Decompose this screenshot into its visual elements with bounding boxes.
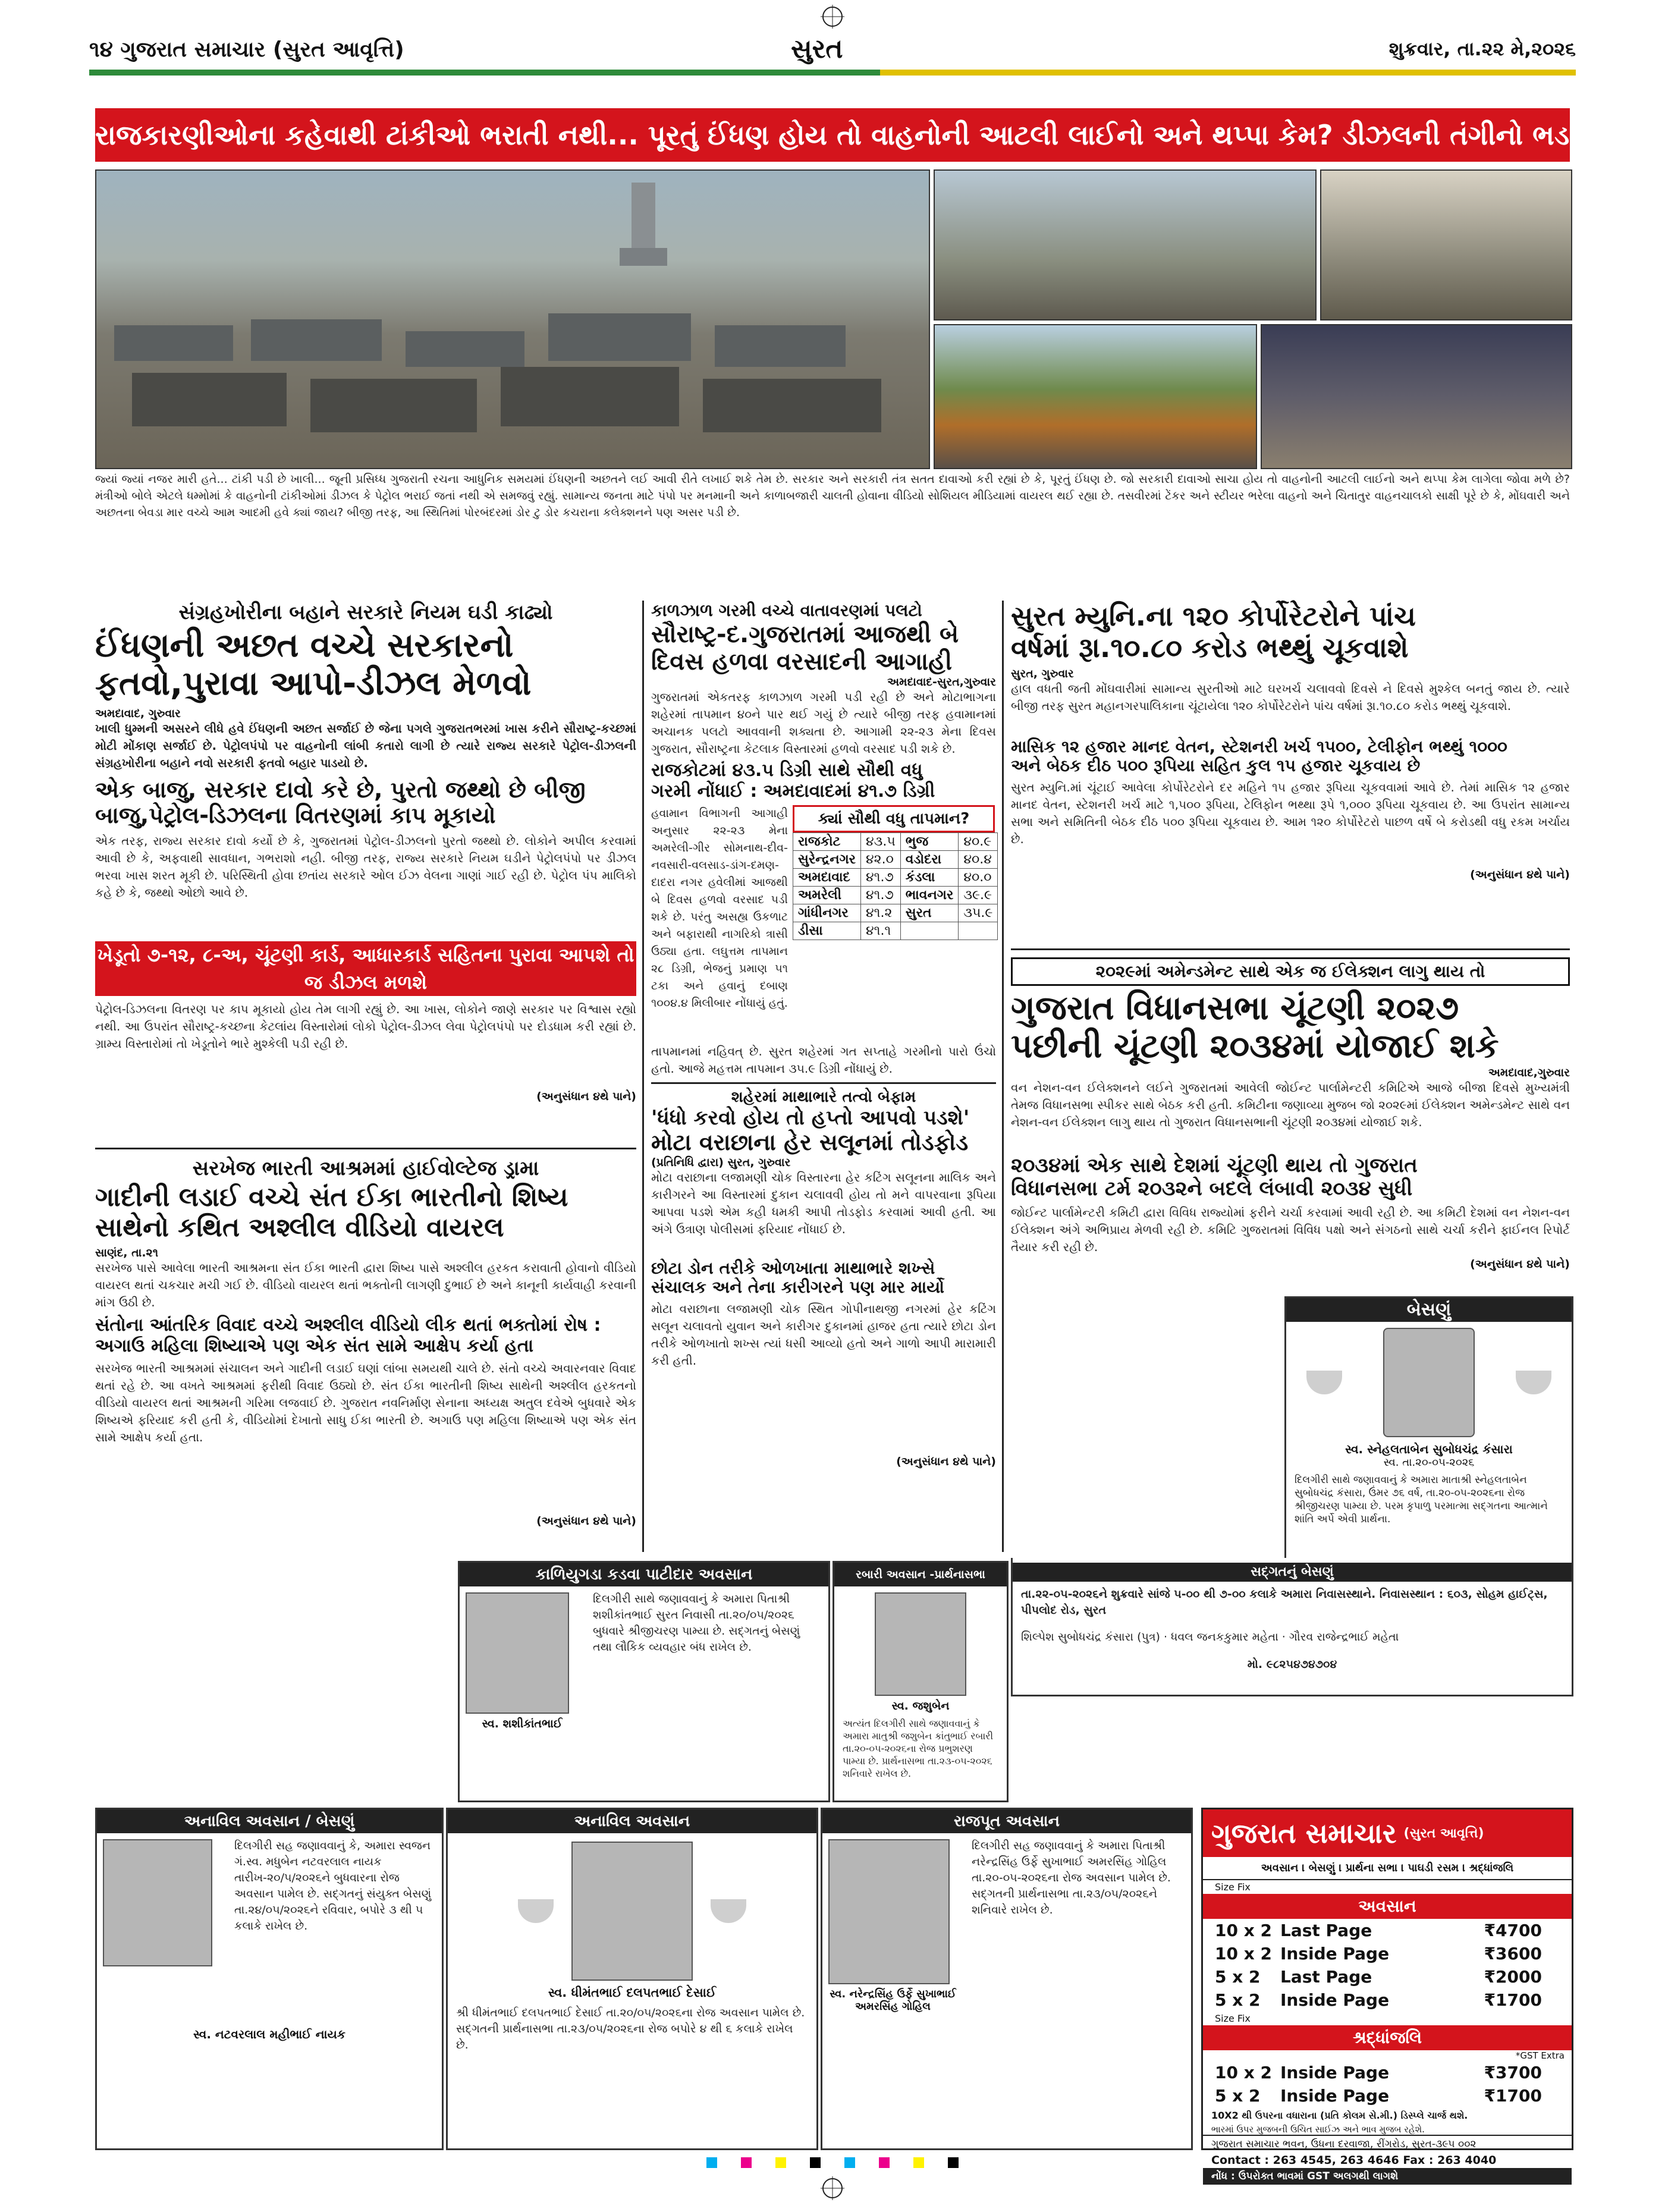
besnu-dates: સ્વ. તા.૨૦-૦૫-૨૦૨૬ (1383, 1456, 1475, 1469)
rate-page: Inside Page (1280, 1990, 1390, 2010)
swatch-cyan-2 (844, 2157, 855, 2168)
masthead (89, 33, 1576, 68)
temperature-value: ૪૦.૯ (959, 833, 998, 851)
obituary-5-text: દિલગીરી સહ જણાવવાનું કે અમારા પિતાશ્રી નરેન્દ્રસિંહ ઉર્ફે સુખાભાઈ અમરસિંહ ગોહિલ તા.૨૦-૦૫-૨૦૨૬ના રોજ અવસાન પામેલ છે. સદ્‌ગતની પ્રાર્થનાસભા તા.૨૩/૦૫/૨૦૨૬ને શનિવારે રાખેલ છે. (971, 1839, 1171, 1916)
temperature-value: ૪૦.૪ (959, 851, 998, 869)
col1-subhead-2: બાજુ,પેટ્રોલ-ડિઝલના વિતરણમાં કાપ મૂકાયો (95, 802, 496, 829)
obituary-4-name: સ્વ. ધીમંતભાઈ દલપતભાઈ દેસાઈ (548, 1985, 717, 2000)
rate-page: Inside Page (1280, 1944, 1390, 1963)
besnu-portrait (1383, 1328, 1475, 1437)
rate-card-title: ગુજરાત સમાચાર (1203, 1809, 1397, 1857)
swatch-cyan (706, 2157, 717, 2168)
obituary-3-portrait (103, 1839, 212, 1966)
diya-icon-2 (711, 1899, 746, 1923)
rate-row (1203, 1919, 1572, 1942)
lead-photo-queue-trucks (1320, 169, 1572, 321)
obituary-2-header: રબારી અવસાન -પ્રાર્થનાસભા (834, 1563, 1007, 1586)
obituary-3-name: સ્વ. નટવરલાલ મહીભાઈ નાયક (193, 2027, 346, 2041)
rate-price: ₹1700 (1484, 2086, 1542, 2106)
rate-card-edition: (સુરત આવૃત્તિ) (1403, 1825, 1484, 1841)
besnu-name: સ્વ. સ્નેહલતાબેન સુબોધચંદ્ર કંસારા (1345, 1442, 1513, 1456)
temperature-city: ગાંધીનગર (793, 904, 861, 922)
col2-subhead-2: ગરમી નોંધાઈ : અમદાવાદમાં ૪૧.૭ ડિગ્રી (651, 780, 935, 802)
rate-card-address: ગુજરાત સમાચાર ભવન, ઉધના દરવાજા, રીંગરોડ, સુરત-૩૯૫ ૦૦૨ (1203, 2135, 1572, 2153)
obituary-5-portrait (828, 1839, 950, 1984)
swatch-magenta (741, 2157, 752, 2168)
col1b-kicker: સરખેજ ભારતી આશ્રમમાં હાઈવોલ્ટેજ ડ્રામા (192, 1157, 539, 1180)
temperature-value: ૪૩.૫ (861, 833, 901, 851)
temperature-row (793, 922, 998, 940)
col1-lead: ખાલી ધુમ્મની અસરને લીધે હવે ઈંધણની અછત સર્જાઈ છે જેના પગલે ગુજરાતભરમાં ખાસ કરીને સૌરાષ્ટ્ર-કચ્છમાં મોટી મોંકાણ સર્જાઈ છે. પેટ્રોલપંપો પર વાહનોની લાંબી કતારો લાગી છે ત્યારે રાજ્ય સરકારે પેટ્રોલ-ડીઝલની સંગ્રહખોરીના બહાને નવો સરકારી ફતવો બહાર પાડયો છે. (95, 721, 636, 770)
obituary-5-header: રાજપૂત અવસાન (822, 1809, 1191, 1833)
col1b-subhead-2: અગાઉ મહિલા શિષ્યાએ પણ એક સંત સામે આક્ષેપ કર્યા હતા (95, 1335, 534, 1356)
obituary-1-portrait (466, 1592, 569, 1714)
obituary-1-header: કાળિયુગડા કડવા પાટીદાર અવસાન (460, 1563, 828, 1586)
col3b-body: વન નેશન-વન ઈલેક્શનને લઈને ગુજરાતમાં આવેલી જોઈન્ટ પાર્લામેન્ટરી કમિટિએ આજે બીજા દિવસે મુખ્યમંત્રી તેમજ વિધાનસભા સ્પીકર સાથે બેઠક કરી હતી. કમિટીના જણાવ્યા મુજબ જો ૨૦૨૯માં ઈલેક્શન અમેન્ડમેન્ટ સાથે વન નેશન-વન ઈલેક્શન લાગુ થાય તો ગુજરાત વિધાનસભાની ચૂંટણી ૨૦૩૪માં યોજાઈ શકે. (1011, 1080, 1570, 1129)
col2b-body-2: મોટા વરાછાના લજામણી ચોક સ્થિત ગોપીનાથજી નગરમાં હેર કટિંગ સલૂન ચલાવતો યુવાન અને કારીગર દુકાનમાં હાજર હતા ત્યારે છોટા ડોન તરીકે ઓળખાતો શખ્સ ત્યાં ધસી આવ્યો હતો અને ગાળો આપી મારામારી કરી હતી. (651, 1302, 996, 1368)
obituary-5-name: સ્વ. નરેન્દ્રસિંહ ઉર્ફે સુખાભાઈ અમરસિંહ ગોહિલ (830, 1988, 956, 2013)
rate-size: 10 x 2 (1215, 2063, 1273, 2082)
col1-continued: (અનુસંધાન ૪થે પાને) (536, 1090, 636, 1104)
col1-story (95, 601, 636, 1148)
rate-size: 5 x 2 (1215, 1990, 1261, 2010)
rate-row (1203, 1942, 1572, 1965)
obituary-4 (446, 1808, 818, 2150)
col1b-lead: સરખેજ પાસે આવેલા ભારતી આશ્રમના સંત ઈકા ભારતી દ્વારા શિષ્ય પાસે અશ્લીલ હરકત કરાવાતી હોવાનો વીડિયો વાયરલ થતાં ચકચાર મચી ગઈ છે. વીડિયો વાયરલ થતાં ભક્તોની લાગણી દુભાઈ છે અને કાનૂની કાર્યવાહી કરવાની માંગ ઉઠી છે. (95, 1261, 636, 1310)
diya-icon-1 (518, 1899, 554, 1923)
col1-red-callout: ખેડૂતો ૭-૧૨, ૮-અ, ચૂંટણી કાર્ડ, આધારકાર્ડ સહિતના પુરાવા આપશે તો જ ડીઝલ મળશે (95, 941, 636, 996)
temperature-city: સુરેન્દ્રનગર (793, 851, 861, 869)
col3-subhead-1: માસિક ૧૨ હજાર માનદ વેતન, સ્ટેશનરી ખર્ચ ૧૫૦૦, ટેલીફોન ભથ્થું ૧૦૦૦ (1011, 736, 1507, 756)
obituary-5 (821, 1808, 1193, 2150)
col2b-dateline: (પ્રતિનિધિ દ્વારા) સુરત, ગુરુવાર (651, 1155, 791, 1169)
banner-headline: રાજકારણીઓના કહેવાથી ટાંકીઓ ભરાતી નથી... પૂરતું ઈંધણ હોય તો વાહનોની આટલી લાઈનો અને થપ્પા કેમ? ડીઝલની તંગીનો ભડકો (95, 108, 1570, 162)
col2b-body: મોટા વરાછાના લજામણી ચોક વિસ્તારના હેર કટિંગ સલૂનના માલિક અને કારીગરને આ વિસ્તારમાં દુકાન ચલાવવી હોય તો મને વાપરવાના રૂપિયા આપવા પડશે એમ કહી ધમકી આપી તોડફોડ કરવામાં આવી હતી. આ અંગે ઉત્રાણ પોલીસમાં ફરિયાદ નોંધાઈ છે. (651, 1170, 996, 1236)
lead-photo-queue-bikes (934, 169, 1317, 321)
rate-card-extra: 10X2 થી ઉપરના વધારાના (પ્રતિ કોલમ સે.મી.) ડિસ્પ્લે ચાર્જ થશે. (1211, 2110, 1468, 2121)
rate-row (1203, 2084, 1572, 2107)
col3b-subhead-1: ૨૦૩૪માં એક સાથે દેશમાં ચૂંટણી થાય તો ગુજરાત (1011, 1153, 1418, 1177)
temperature-box (793, 805, 995, 1043)
besnu-venue: તા.૨૨-૦૫-૨૦૨૬ને શુક્રવારે સાંજે ૫-૦૦ થી ૭-૦૦ કલાકે અમારા નિવાસસ્થાને. નિવાસસ્થાન : ૬૦૩, સોહમ હાઈટ્સ, પીપલોદ રોડ, સુરત (1021, 1588, 1548, 1617)
temperature-row (793, 851, 998, 869)
rate-card-rows-1 (1203, 1919, 1572, 2012)
temperature-value: ૪૧.૭ (861, 869, 901, 887)
col3b-dateline: અમદાવાદ,ગુરુવાર (1488, 1066, 1570, 1079)
col2-body: હવામાન વિભાગની આગાહી અનુસાર ૨૨-૨૩ મેના અમરેલી-ગીર સોમનાથ-દીવ-નવસારી-વલસાડ-ડાંગ-દમણ-દાદરા નગર હવેલીમાં આજથી બે દિવસ હળવો વરસાદ પડી શકે છે. પરંતુ અસહ્ય ઉકળાટ અને બફારાથી નાગરિકો ત્રાસી ઉઠ્યા હતા. લઘુત્તમ તાપમાન ૨૮ ડિગ્રી, ભેજનું પ્રમાણ ૫૧ ટકા અને હવાનું દબાણ ૧૦૦૪.૪ મિલીબાર નોંધાયું હતું. (651, 807, 788, 1010)
col2-story (651, 601, 996, 1076)
col3-headline-1: સુરત મ્યુનિ.ના ૧૨૦ કોર્પોરેટરોને પાંચ (1011, 600, 1416, 632)
swatch-yellow-2 (913, 2157, 924, 2168)
col2b-continued: (અનુસંધાન ૪થે પાને) (896, 1455, 996, 1469)
temperature-value: ૪૦.૦ (959, 869, 998, 887)
temperature-city: રાજકોટ (793, 833, 861, 851)
lead-photo-pump-night (1261, 324, 1572, 469)
obituary-1-text: દિલગીરી સાથે જણાવવાનું કે અમારા પિતાશ્રી શશીકાંતભાઈ સુરત નિવાસી તા.૨૦/૦૫/૨૦૨૬ બુધવારે શ્રીજીચરણ પામ્યા છે. સદ્‌ગતનું બેસણું તથા લૌકિક વ્યવહાર બંધ રાખેલ છે. (593, 1592, 800, 1654)
temperature-row (793, 833, 998, 851)
rate-card-section-1: અવસાન (1203, 1894, 1572, 1919)
temperature-city: વડોદરા (900, 851, 959, 869)
issue-date: શુક્રવાર, તા.૨૨ મે,૨૦૨૬ (1388, 37, 1576, 60)
obituary-3-text: દિલગીરી સહ જણાવવાનું કે, અમારા સ્વજન ગં.સ્વ. મધુબેન નટવરલાલ નાયક તારીખ-૨૦/૫/૨૦૨૬ને બુધવારના રોજ અવસાન પામેલ છે. સદ્‌ગતનું સંયુક્ત બેસણું તા.૨૪/૦૫/૨૦૨૬ને રવિવાર, બપોરે ૩ થી ૫ કલાકે રાખેલ છે. (234, 1839, 432, 1933)
section-title: સુરત (791, 34, 843, 64)
temperature-city (900, 922, 959, 940)
temperature-city: અમદાવાદ (793, 869, 861, 887)
temperature-city: ભુજ (900, 833, 959, 851)
rate-row (1203, 2061, 1572, 2084)
besnu-family: શિલ્પેશ સુબોધચંદ્ર કંસારા (પુત્ર) · ધવલ જનકકુમાર મહેતા · ગૌરવ રાજેન્દ્રભાઈ મહેતા (1021, 1630, 1399, 1644)
col1b-continued: (અનુસંધાન ૪થે પાને) (536, 1515, 636, 1528)
temperature-value: ૩૯.૯ (959, 887, 998, 904)
rate-page: Last Page (1280, 1921, 1372, 1940)
col2b-subhead-1: છોટા ડોન તરીકે ઓળખાતા માથાભારે શખ્સે (651, 1258, 935, 1278)
col3b-body-2: જોઈન્ટ પાર્લામેન્ટરી કમિટી દ્વારા વિવિધ રાજ્યોમાં ફરીને ચર્ચા કરવામાં આવી રહી છે. આ કમિટી દેશમાં વન નેશન-વન ઈલેક્શન અંગે અભિપ્રાય મેળવી રહી છે. કમિટિ ગુજરાતમાં વિવિધ પક્ષો અને સંગઠનો સાથે ચર્ચા કરીને ફાઈનલ રિપોર્ટ તૈયાર કરી રહી છે. (1011, 1205, 1570, 1254)
obituary-3 (95, 1808, 444, 2150)
besnu-band: સદ્‌ગતનું બેસણું (1013, 1563, 1572, 1582)
temperature-city: અમરેલી (793, 887, 861, 904)
temperature-city: કંડલા (900, 869, 959, 887)
col1-subhead-1: એક બાજુ, સરકાર દાવો કરે છે, પુરતો જથ્થો છે બીજી (95, 776, 586, 803)
rate-size: 5 x 2 (1215, 2086, 1261, 2106)
col3-body: સુરત મ્યુનિ.માં ચૂંટાઈ આવેલા કોર્પોરેટરોને દર મહિને ૧૫ હજાર રૂપિયા ચૂકવવામાં આવે છે. તેમાં માસિક ૧૨ હજાર માનદ વેતન, સ્ટેશનરી ખર્ચ માટે ૧,૫૦૦ રૂપિયા, ટેલિફોન ભથ્થા રૂપે ૧,૦૦૦ રૂપિયા ચૂકવાય છે. આ ઉપરાંત સામાન્ય સભા અને સમિતિની બેઠક દીઠ ૫૦૦ રૂપિયા ચૂકવાય છે. આમ ૧૨૦ કોર્પોરેટરો પાછળ વર્ષે બે કરોડથી વધુ રકમ ખર્ચાય છે. (1011, 780, 1570, 847)
page-label: ૧૪ ગુજરાત સમાચાર (સુરત આવૃત્તિ) (89, 37, 404, 62)
obituary-2-text: અત્યંત દિલગીરી સાથે જણાવવાનું કે અમારા માતુશ્રી જશુબેન કાંતુભાઈ રબારી તા.૨૦-૦૫-૨૦૨૬ના રોજ પ્રભુશરણ પામ્યા છે. પ્રાર્થનાસભા તા.૨૩-૦૫-૨૦૨૬ શનિવારે રાખેલ છે. (843, 1718, 994, 1779)
obituary-2-portrait (875, 1592, 966, 1696)
col3b-headline-1: ગુજરાત વિધાનસભા ચૂંટણી ૨૦૨૭ (1011, 989, 1459, 1028)
col3b-subhead-2: વિધાનસભા ટર્મ ૨૦૩૨ને બદલે લંબાવી ૨૦૩૪ સુધી (1011, 1176, 1413, 1201)
col2b-subhead-2: સંચાલક અને તેના કારીગરને પણ માર માર્યો (651, 1277, 944, 1297)
col2-kicker: કાળઝાળ ગરમી વચ્ચે વાતાવરણમાં પલટો (651, 601, 922, 620)
obituary-1-name: સ્વ. શશીકાંતભાઈ (482, 1717, 563, 1730)
election-tag: ૨૦૨૯માં અમેન્ડમેન્ટ સાથે એક જ ઈલેક્શન લાગુ થાય તો (1011, 957, 1570, 986)
temperature-value: ૩૫.૯ (959, 904, 998, 922)
col3b-headline-2: પછીની ચૂંટણી ૨૦૩૪માં યોજાઈ શકે (1011, 1027, 1499, 1066)
rate-price: ₹3700 (1484, 2063, 1542, 2082)
registration-mark-top (821, 5, 844, 29)
col-divider-1 (642, 601, 644, 1552)
temperature-table (793, 832, 998, 940)
swatch-black (810, 2157, 821, 2168)
rate-price: ₹4700 (1484, 1921, 1542, 1940)
col3-lead: હાલ વધતી જતી મોંઘવારીમાં સામાન્ય સુરતીઓ માટે ઘરખર્ચ ચલાવવો દિવસે ને દિવસે મુશ્કેલ બનતું જાય છે. ત્યારે બીજી તરફ સુરત મહાનગરપાલિકાના ચૂંટાયેલા ૧૨૦ કોર્પોરેટરોને પાંચ વર્ષમાં રૂા.૧૦.૮૦ કરોડ ભથ્થું ચૂકવાશે. (1011, 681, 1570, 713)
print-color-strip (95, 2156, 1570, 2170)
col1b-subhead: સંતોના આંતરિક વિવાદ વચ્ચે અશ્લીલ વીડિયો લીક થતાં ભક્તોમાં રોષ : (95, 1315, 601, 1336)
registration-mark-bottom (821, 2176, 844, 2200)
rate-size: 5 x 2 (1215, 1967, 1261, 1987)
col-divider-2 (1002, 601, 1004, 1552)
swatch-black-2 (948, 2157, 959, 2168)
col3-subhead-2: અને બેઠક દીઠ ૫૦૦ રૂપિયા સહિત કુલ ૧૫ હજાર ચૂકવાય છે (1011, 755, 1421, 775)
rate-page: Inside Page (1280, 2063, 1390, 2082)
rate-page: Last Page (1280, 1967, 1372, 1987)
col2b-headline-1: 'ધંધો કરવો હોય તો હપ્તો આપવો પડશે' (651, 1106, 970, 1130)
col1-kicker: સંગ્રહખોરીના બહાને સરકારે નિયમ ઘડી કાઢ્યો (178, 601, 553, 624)
col1-headline-2: ફતવો,પુરાવા આપો-ડીઝલ મેળવો (95, 664, 532, 703)
temperature-box-title: ક્યાં સૌથી વધુ તાપમાન? (793, 805, 995, 832)
temperature-city: સુરત (900, 904, 959, 922)
temperature-city: ડીસા (793, 922, 861, 940)
rate-card-contact: Contact : 263 4545, 263 4646 Fax : 263 4040 (1211, 2154, 1497, 2167)
lead-photo-tankers (95, 169, 930, 469)
temperature-row (793, 887, 998, 904)
obituary-4-text: શ્રી ધીમંતભાઈ દલપતભાઈ દેસાઈ તા.૨૦/૦૫/૨૦૨૬ના રોજ અવસાન પામેલ છે. સદ્‌ગતની પ્રાર્થનાસભા તા.૨૩/૦૫/૨૦૨૬ના રોજ બપોરે ૪ થી ૬ કલાકે રાખેલ છે. (456, 2006, 805, 2051)
diya-right-icon (1516, 1371, 1551, 1394)
rate-row (1203, 1988, 1572, 2012)
col3-divider (1011, 948, 1570, 950)
col1-divider (95, 1148, 636, 1149)
swatch-yellow (775, 2157, 786, 2168)
col1-headline-1: ઈંધણની અછત વચ્ચે સરકારનો (95, 626, 514, 665)
obituary-4-header: અનાવિલ અવસાન (448, 1809, 816, 1833)
rate-price: ₹1700 (1484, 1990, 1542, 2010)
temperature-value: ૪૧.૨ (861, 904, 901, 922)
rate-card-size-label-2: Size Fix (1215, 2013, 1251, 2024)
col1b-dateline: સાણંદ, તા.૨૧ (95, 1246, 158, 1260)
rate-card-rows-2 (1203, 2061, 1572, 2107)
col1b-story (95, 1157, 636, 1561)
col3b-continued: (અનુસંધાન ૪થે પાને) (1470, 1257, 1570, 1271)
obituary-2 (832, 1561, 1009, 1802)
rate-card (1201, 1808, 1573, 2182)
col2-headline-1: સૌરાષ્ટ્ર-દ.ગુજરાતમાં આજથી બે (651, 621, 959, 648)
col2-dateline: અમદાવાદ-સુરત,ગુરુવાર (887, 675, 996, 689)
rate-card-note: ભારમાં ઉપર મુજબની ઉચિત સાઈઝ અને ભાવ મુજબ રહેશે. (1211, 2124, 1425, 2135)
besnu-text-full (1013, 1558, 1572, 1563)
rate-card-gst: *GST Extra (1515, 2050, 1565, 2061)
col3b-story (1011, 957, 1570, 1290)
temperature-row (793, 869, 998, 887)
col2b-headline-2: મોટા વરાછાના હેર સલૂનમાં તોડફોડ (651, 1129, 969, 1156)
rate-size: 10 x 2 (1215, 1944, 1273, 1963)
temperature-row (793, 904, 998, 922)
col1b-headline-2: સાથેનો કથિત અશ્લીલ વીડિયો વાયરલ (95, 1212, 504, 1243)
col1-dateline: અમદાવાદ, ગુરુવાર (95, 706, 181, 720)
col2-body-2: તાપમાનમાં નહિવત્ છે. સુરત શહેરમાં ગત સપ્તાહે ગરમીનો પારો ઉંચો હતો. આજે મહત્તમ તાપમાન ૩૫.૯ ડિગ્રી નોંધાયું છે. (651, 1044, 996, 1076)
temperature-value: ૪૧.૭ (861, 887, 901, 904)
rate-page: Inside Page (1280, 2086, 1390, 2106)
col1b-body: સરખેજ ભારતી આશ્રમમાં સંચાલન અને ગાદીની લડાઈ ઘણાં લાંબા સમયથી ચાલે છે. સંતો વચ્ચે અવારનવાર વિવાદ થતાં રહે છે. આ વખતે આશ્રમમાં ફરીથી વિવાદ ઉઠ્યો છે. સંત ઈકા ભારતીની શિષ્ય સાથેની અશ્લીલ હરકતનો વીડિયો વાયરલ થતાં આશ્રમની ગરિમા લજવાઈ છે. ગુજરાત નવનિર્માણ સેનાના અધ્યક્ષ અતુલ દવેએ બુધવારે એક શિષ્યએ ફરિયાદ કરી હતી કે, વીડિયોમાં દેખાતો સાધુ ઈકા ભારતી છે. અગાઉ પણ મહિલા શિષ્યાએ પણ એક સંત સામે આક્ષેપ કર્યા હતા. (95, 1361, 636, 1445)
rate-row (1203, 1965, 1572, 1988)
rate-price: ₹3600 (1484, 1944, 1542, 1963)
lead-photo-caption: જ્યાં જ્યાં નજર મારી હતે... ટાંકી પડી છે ખાલી... જૂની પ્રસિધ્ધ ગુજરાતી રચના આધુનિક સમયમાં ઈંધણની અછતને લઈ આવી રીતે લખાઈ શકે તેમ છે. સરકાર અને સરકારી તંત્ર સતત દાવાઓ કરી રહ્યાં છે કે, પૂરતું ઈંધણ છે. જો સરકારી દાવાઓ સાચા હોય તો વાહનોની આટલી લાઈનો અને થપ્પા કેમ લાગેલા જોવા મળે છે? મંત્રીઓ બોલે એટલે ધમ્મોમાં કે વાહનોની ટાંકીઓમાં ડીઝલ કે પેટ્રોલ ભરાઈ જતાં નથી એ સમજવું રહ્યું. સામાન્ય જનતા માટે પંપો પર મનમાની અને કાળાબજારી ચાલતી હોવાના વીડિયો સોશિયલ મીડિયામાં વાયરલ થઈ રહ્યા છે. તસવીરમાં ટેંકર અને સ્ટીયર ભરેલા વાહનો અને ચિતાતુર વાહનચાલકો સાક્ષી પૂરે છે કે, મોંઘવારી અને અછતના બેવડા માર વચ્ચે આમ આદમી હવે ક્યાં જાય? બીજી તરફ, આ સ્થિતિમાં પોરબંદરમાં ડોર ટુ ડોર કચરાના કલેક્શનને પણ અસર પડી છે. (95, 473, 1570, 519)
obituary-4-portrait (571, 1842, 693, 1981)
col1-body: એક તરફ, રાજ્ય સરકાર દાવો કર્યો છે કે, ગુજરાતમાં પેટ્રોલ-ડીઝલનો પુરતો જથ્થો છે. લોકોને અપીલ કરવામાં આવી છે કે, અફવાથી સાવધાન, ગભરાશો નહી. બીજી તરફ, રાજ્ય સરકારે નિયમ ઘડીને પેટ્રોલપંપો પર ડીઝલ ભરવા ખાસ શરત મૂકી છે. પરિસ્થિતી હોવા છતાંય સરકારે ઓલ ઈઝ વેલના ગાણાં ગાઈ રહી છે. પેટ્રોલ પંપ માલિકો કહે છે કે, જથ્થો ઓછો આવે છે. (95, 834, 636, 900)
col3-headline-2: વર્ષમાં રૂા.૧૦.૮૦ કરોડ ભથ્થું ચૂકવાશે (1011, 631, 1409, 664)
rate-card-section-2: શ્રદ્ધાંજલિ (1203, 2025, 1572, 2050)
temperature-city: ભાવનગર (900, 887, 959, 904)
col2b-kicker: શહેરમાં માથાભારે તત્વો બેફામ (731, 1088, 916, 1106)
col3-continued: (અનુસંધાન ૪થે પાને) (1470, 868, 1570, 882)
col2-headline-2: દિવસ હળવા વરસાદની આગાહી (651, 648, 953, 675)
besnu-ad (1284, 1296, 1573, 1561)
besnu-ad-lower (1011, 1558, 1573, 1696)
obituary-3-header: અનાવિલ અવસાન / બેસણું (97, 1809, 442, 1833)
col1b-headline-1: ગાદીની લડાઈ વચ્ચે સંત ઈકા ભારતીનો શિષ્ય (95, 1182, 568, 1212)
temperature-value: ૪૧.૧ (861, 922, 901, 940)
swatch-magenta-2 (879, 2157, 890, 2168)
col2-subhead-1: રાજકોટમાં ૪૩.૫ ડિગ્રી સાથે સૌથી વધુ (651, 760, 923, 781)
masthead-rule-accent (880, 70, 1576, 76)
col2-lead: ગુજરાતમાં એકતરફ કાળઝાળ ગરમી પડી રહી છે અને મોટાભાગના શહેરમાં તાપમાન ૪૦ને પાર થઈ ગયું છે ત્યારે બીજી તરફ હવામાનમાં અચાનક પલટો આવવાની શક્યતા છે. આગામી ૨૨-૨૩ મેના દિવસ ગુજરાત, સૌરાષ્ટ્રના કેટલાક વિસ્તારમાં હળવો વરસાદ પડી શકે છે. (651, 690, 996, 756)
col1-body-2: પેટ્રોલ-ડિઝલના વિતરણ પર કાપ મૂકાયો હોય તેમ લાગી રહ્યું છે. આ ખાસ, લોકોને જાણે સરકાર પર વિશ્વાસ રહ્યો નથી. આ ઉપરાંત સૌરાષ્ટ્ર-કચ્છના કેટલાંય વિસ્તારોમાં લોકો પેટ્રોલ-ડીઝલ લેવા પેટ્રોલપંપો પર દોડધામ કરી રહ્યાં છે. ગ્રામ્ય વિસ્તારોમાં તો ખેડૂતોને ભારે મુશ્કેલી પડી રહી છે. (95, 1002, 636, 1051)
col3-dateline: સુરત, ગુરુવાર (1011, 667, 1074, 680)
col2-divider (651, 1082, 996, 1084)
col2b-story (651, 1088, 996, 1558)
rate-card-subtitle: અવસાન । બેસણું । પ્રાર્થના સભા । પાઘડી રસમ । શ્રદ્ધાંજલિ (1203, 1857, 1572, 1880)
rate-card-size-label-1: Size Fix (1215, 1881, 1251, 1893)
lead-photo-truck-line (934, 324, 1257, 469)
obituary-1 (458, 1561, 830, 1802)
col3-story (1011, 601, 1570, 934)
rate-card-footer: નોંધ : ઉપરોક્ત ભાવમાં GST અલગથી લાગશે (1203, 2168, 1572, 2185)
besnu-phone: મો. ૯૮૨૫૪૭૪૭૦૪ (1247, 1658, 1337, 1671)
rate-price: ₹2000 (1484, 1967, 1542, 1987)
besnu-title: બેસણું (1286, 1298, 1572, 1322)
temperature-value (959, 922, 998, 940)
obituary-2-name: સ્વ. જશુબેન (891, 1699, 950, 1713)
rate-size: 10 x 2 (1215, 1921, 1273, 1940)
besnu-text: દિલગીરી સાથે જણાવવાનું કે અમારા માતાશ્રી સ્નેહલતાબેન સુબોધચંદ્ર કંસારા, ઉંમર ૭૬ વર્ષ, તા.૨૦-૦૫-૨૦૨૬ના રોજ શ્રીજીચરણ પામ્યા છે. પરમ કૃપાળુ પરમાત્મા સદ્‌ગતના આત્માને શાંતિ અર્પે એવી પ્રાર્થના. (1295, 1474, 1548, 1525)
temperature-value: ૪૨.૦ (861, 851, 901, 869)
diya-left-icon (1306, 1371, 1342, 1394)
